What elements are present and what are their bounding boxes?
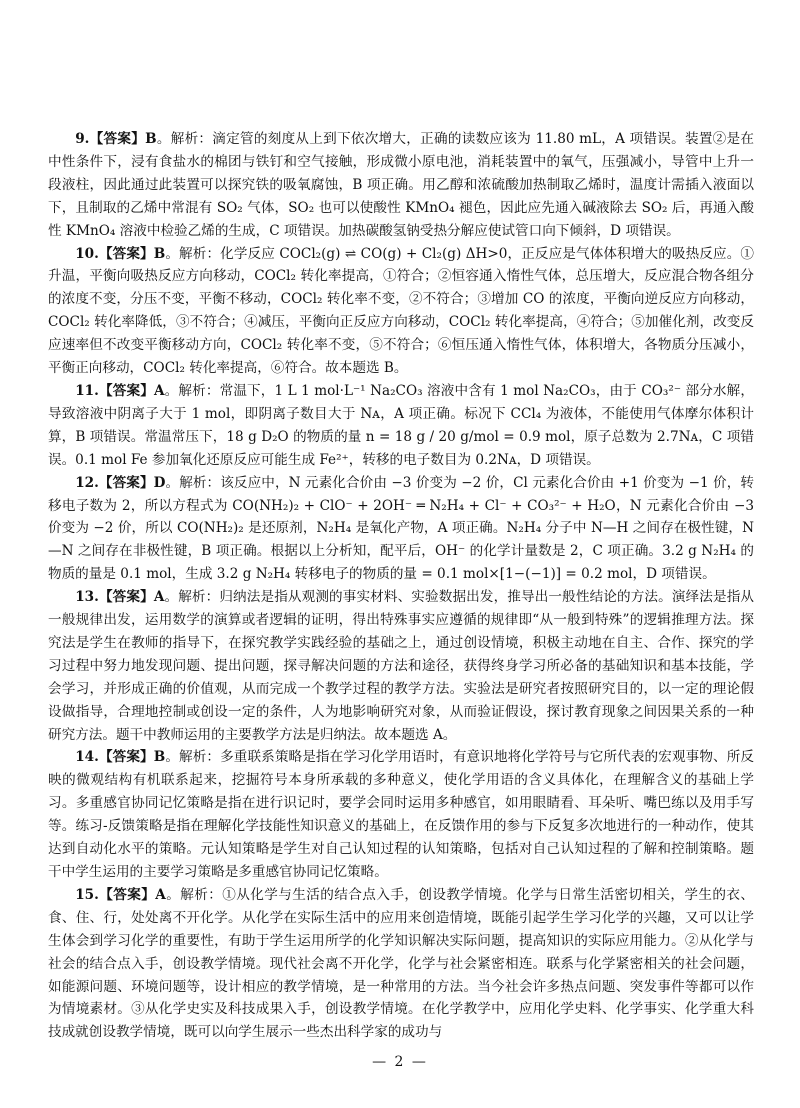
answer-label: 【答案】 — [98, 886, 156, 903]
item-number: 14. — [75, 749, 99, 766]
answer-label: 【答案】 — [98, 382, 154, 399]
explanation-text: 。解析：①从化学与生活的结合点入手，创设教学情境。化学与日常生活密切相关，学生的衣、食、住、行，处处离不开化学。从化学在实际生活中的应用来创造情境，既能引起学生学习化学的兴趣，又可以让学生体会到学习化学的重要性，有助于学生运用所学的化学知识解决实际问题，提高知识的实际应用能力。②从化学与社会的结合点入手，创设教学情境。现代社会离不开化学，化学与社会紧密相连。联系与化学紧密相关的社会问题，如能源问题、环境问题等，设计相应的教学情境，是一种常用的方法。当今社会许多热点问题、突发事件等都可以作为情境素材。③从化学史实及科技成果入手，创设教学情境。在化学教学中，应用化学史料、化学事实、化学重大科技成就创设教学情境，既可以向学生展示一些杰出科学家的成功与 — [48, 886, 755, 1041]
item-number: 12. — [75, 474, 99, 491]
answer-item-14 — [48, 746, 754, 883]
answer-letter: B — [145, 131, 157, 147]
explanation-text: 。解析：该反应中，N 元素化合价由 −3 价变为 −2 价，Cl 元素化合价由 +1 价变为 −1 价，转移电子数为 2，所以方程式为 CO(NH₂)₂ + ClO⁻ + 2OH⁻ ═ N₂H₄ + Cl⁻ + CO₃²⁻ + H₂O，N 元素化合价由 −3 价变为 −2 价，所以 CO(NH₂)₂ 是还原剂，N₂H₄ 是氧化产物，A 项正确。N₂H₄ 分子中 N—H 之间存在极性键，N—N 之间存在非极性键，B 项正确。根据以上分析知，配平后，OH⁻ 的化学计量数是 2，C 项正确。3.2 g N₂H₄ 的物质的量是 0.1 mol，生成 3.2 g N₂H₄ 转移电子的物质的量 = 0.1 mol×[1−(−1)] = 0.2 mol，D 项错误。 — [48, 474, 754, 583]
answer-label: 【答案】 — [98, 474, 154, 491]
explanation-text: 。解析：归纳法是指从观测的事实材料、实验数据出发，推导出一般性结论的方法。演绎法是指从一般规律出发，运用数学的演算或者逻辑的证明，得出特殊事实应遵循的规律即“从一般到特殊”的逻辑推理方法。探究法是学生在教师的指导下，在探究教学实践经验的基础之上，通过创设情境，积极主动地在自主、合作、探究的学习过程中努力地发现问题、提出问题，探寻解决问题的方法和途径，获得终身学习所必备的基础知识和基本技能，学会学习，并形成正确的价值观，从而完成一个教学过程的教学方法。实验法是研究者按照研究目的，以一定的理论假设做指导，合理地控制或创设一定的条件，人为地影响研究对象，从而验证假设，探讨教育现象之间因果关系的一种研究方法。题干中教师运用的主要教学方法是归纳法。故本题选 A。 — [48, 589, 754, 743]
answer-label: 【答案】 — [98, 245, 154, 262]
answer-label: 【答案】 — [89, 131, 146, 147]
answer-item-13 — [48, 586, 754, 746]
answer-letter: D — [153, 474, 166, 491]
answer-letter: A — [153, 589, 165, 606]
answer-label: 【答案】 — [98, 589, 154, 606]
item-number: 13. — [75, 589, 99, 606]
answer-label: 【答案】 — [98, 749, 154, 766]
answer-letter: A — [155, 886, 166, 903]
answer-item-10 — [48, 243, 754, 380]
page-number: — 2 — — [372, 1054, 428, 1070]
document-body — [48, 128, 754, 1044]
explanation-text: 。解析：化学反应 COCl₂(g) ⇌ CO(g) + Cl₂(g) ΔH>0，正反应是气体体积增大的吸热反应。①升温，平衡向吸热反应方向移动，COCl₂ 转化率提高，①符合；②恒容通入惰性气体，总压增大，反应混合物各组分的浓度不变，分压不变，平衡不移动，COCl₂ 转化率不变，②不符合；③增加 CO 的浓度，平衡向逆反应方向移动，COCl₂ 转化率降低，③不符合；④减压，平衡向正反应方向移动，COCl₂ 转化率提高，④符合；⑤加催化剂，改变反应速率但不改变平衡移动方向，COCl₂ 转化率不变，⑤不符合；⑥恒压通入惰性气体，体积增大，各物质分压减小，平衡正向移动，COCl₂ 转化率提高，⑥符合。故本题选 B。 — [48, 245, 754, 377]
item-number: 9. — [75, 131, 90, 147]
answer-letter: B — [153, 749, 166, 766]
answer-item-11 — [48, 380, 754, 472]
item-number: 15. — [75, 886, 99, 903]
answer-item-9 — [48, 128, 754, 243]
answer-item-15 — [48, 884, 754, 1044]
answer-letter: B — [153, 245, 166, 262]
explanation-text: 。解析：多重联系策略是指在学习化学用语时，有意识地将化学符号与它所代表的宏观事物、所反映的微观结构有机联系起来，挖掘符号本身所承载的多种意义，使化学用语的含义具体化，在理解含义的基础上学习。多重感官协同记忆策略是指在进行识记时，要学会同时运用多种感官，如用眼睛看、耳朵听、嘴巴练以及用手写等。练习-反馈策略是指在理解化学技能性知识意义的基础上，在反馈作用的参与下反复多次地进行的一种动作，使其达到自动化水平的策略。元认知策略是学生对自己认知过程的认知策略，包括对自己认知过程的了解和控制策略。题干中学生运用的主要学习策略是多重感官协同记忆策略。 — [48, 749, 755, 880]
explanation-text: 。解析：滴定管的刻度从上到下依次增大，正确的读数应该为 11.80 mL，A 项错误。装置②是在中性条件下，浸有食盐水的棉团与铁钉和空气接触，形成微小原电池，消耗装置中的氧气，压强减小，导管中上升一段液柱，因此通过此装置可以探究铁的吸氧腐蚀，B 项正确。用乙醇和浓硫酸加热制取乙烯时，温度计需插入液面以下，且制取的乙烯中常混有 SO₂ 气体，SO₂ 也可以使酸性 KMnO₄ 褪色，因此应先通入碱液除去 SO₂ 后，再通入酸性 KMnO₄ 溶液中检验乙烯的生成，C 项错误。加热碳酸氢钠受热分解应使试管口向下倾斜，D 项错误。 — [48, 131, 754, 239]
item-number: 11. — [75, 382, 99, 399]
explanation-text: 。解析：常温下，1 L 1 mol·L⁻¹ Na₂CO₃ 溶液中含有 1 mol Na₂CO₃，由于 CO₃²⁻ 部分水解，导致溶液中阴离子大于 1 mol，即阴离子数目大于 Nᴀ，A 项正确。标况下 CCl₄ 为液体，不能使用气体摩尔体积计算，B 项错误。常温常压下，18 g D₂O 的物质的量 n = 18 g / 20 g/mol = 0.9 mol，原子总数为 2.7Nᴀ，C 项错误。0.1 mol Fe 参加氧化还原反应可能生成 Fe²⁺，转移的电子数目为 0.2Nᴀ，D 项错误。 — [48, 382, 755, 468]
item-number: 10. — [75, 245, 99, 262]
answer-item-12 — [48, 472, 754, 587]
answer-letter: A — [153, 382, 165, 399]
